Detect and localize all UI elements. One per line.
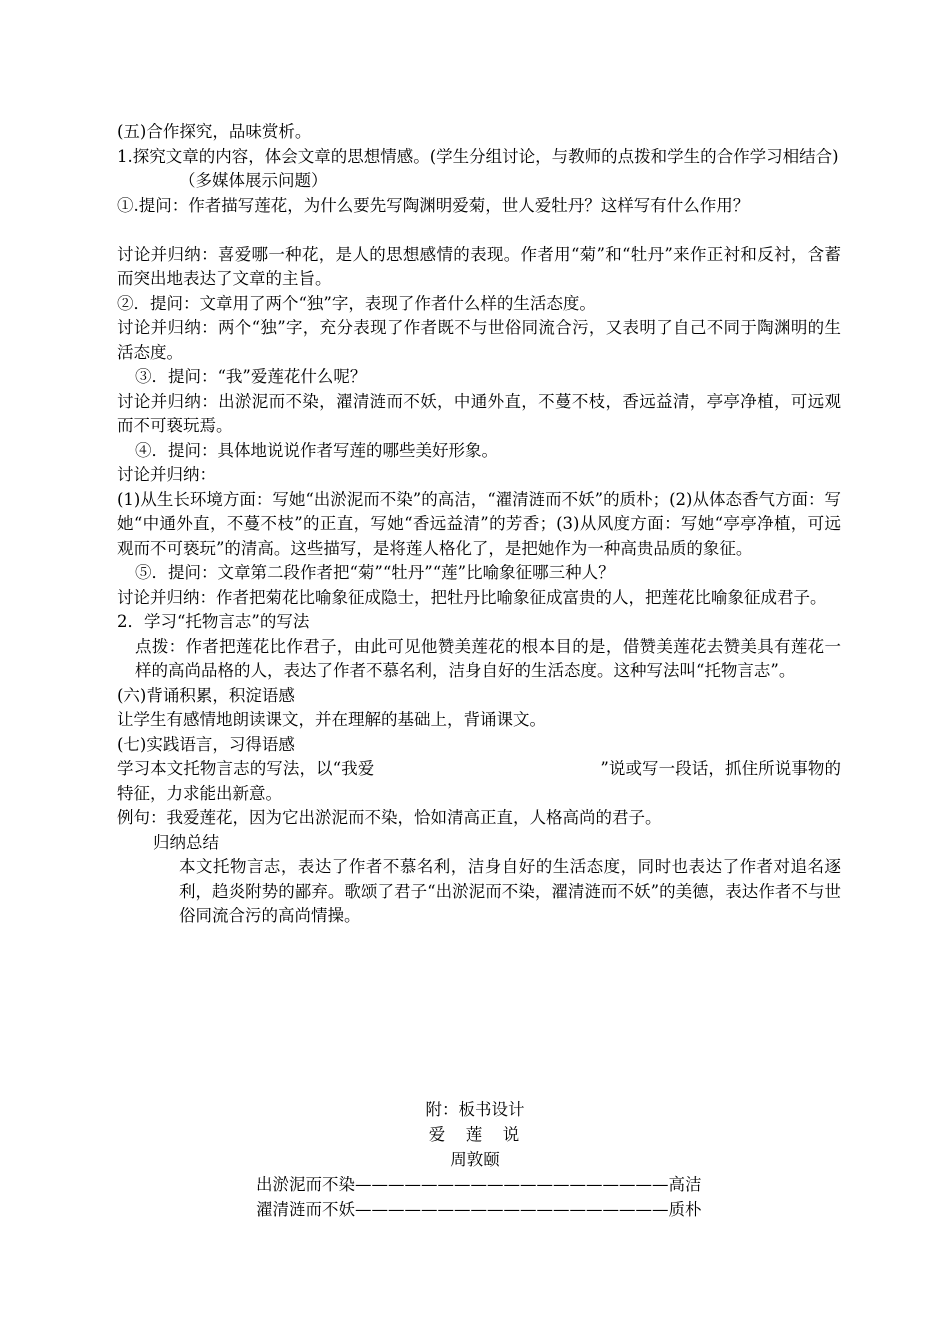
question-3: ③．提问：“我”爱莲花什么呢？ [135,367,367,386]
answer-1: 讨论并归纳：喜爱哪一种花，是人的思想感情的表现。作者用“菊”和“牡丹”来作正衬和反衬，含蓄而突出地表达了文章的主旨。 [117,244,841,288]
section5-item2: 2．学习“托物言志”的写法 [117,612,310,631]
summary-text: 本文托物言志，表达了作者不慕名利，洁身自好的生活态度，同时也表达了作者对追名逐利，趋炎附势的鄙弃。歌颂了君子“出淤泥而不染，濯清涟而不妖”的美德，表达作者不与世俗同流合污的高尚情操。 [179,857,841,925]
blackboard-design [0,1097,950,1222]
lesson-body [117,120,841,929]
answer-4-heading: 讨论并归纳： [117,465,216,484]
board-row-1: 出淤泥而不染———————————————————高洁 [256,1175,702,1194]
media-note: （多媒体展示问题） [179,171,328,190]
board-title: 爱 莲 说 [428,1125,522,1144]
question-5: ⑤．提问：文章第二段作者把“菊”“牡丹”“莲”比喻象征哪三种人？ [135,563,615,582]
section7-text-before: 学习本文托物言志的写法，以“我爱 [117,759,375,778]
answer-5: 讨论并归纳：作者把菊花比喻象征成隐士，把牡丹比喻象征成富贵的人，把莲花比喻象征成君子。 [117,587,827,607]
question-2: ②．提问：文章用了两个“独”字，表现了作者什么样的生活态度。 [117,293,596,313]
summary-heading: 归纳总结 [153,832,219,852]
section7-heading: (七)实践语言，习得语感 [117,734,295,754]
section5-heading: (五)合作探究，品味赏析。 [117,122,312,141]
item2-text: 点拨：作者把莲花比作君子，由此可见他赞美莲花的根本目的是，借赞美莲花去赞美具有莲花一样的高尚品格的人，表达了作者不慕名利，洁身自好的生活态度。这种写法叫“托物言志”。 [135,636,841,680]
section6-heading: (六)背诵积累，积淀语感 [117,685,295,705]
question-4: ④．提问：具体地说说作者写莲的哪些美好形象。 [135,440,498,460]
section6-text: 让学生有感情地朗读课文，并在理解的基础上，背诵课文。 [117,710,546,729]
section7-text [117,757,841,806]
section7-text-after: ”说或写一段话，抓住所说事物的特征，力求能出新意。 [117,759,842,803]
blank-line [117,218,841,243]
board-row-2: 濯清涟而不妖———————————————————质朴 [256,1200,702,1219]
board-author: 周敦颐 [450,1150,500,1169]
answer-2: 讨论并归纳：两个“独”字，充分表现了作者既不与世俗同流合污，又表明了自己不同于陶渊明的生活态度。 [117,318,841,362]
question-1: ①.提问：作者描写莲花，为什么要先写陶渊明爱菊，世人爱牡丹？这样写有什么作用？ [117,195,750,215]
section7-example: 例句：我爱莲花，因为它出淤泥而不染，恰如清高正直，人格高尚的君子。 [117,808,662,827]
section5-item1: 1.探究文章的内容，体会文章的思想情感。(学生分组讨论，与教师的点拨和学生的合作学习相结合) [117,146,839,166]
answer-4: (1)从生长环境方面：写她“出淤泥而不染”的高洁，“濯清涟而不妖”的质朴；(2)从体态香气方面：写她“中通外直，不蔓不枝”的正直，写她“香远益清”的芳香；(3)从风度方面：写她“亭亭净植，可远观而不可亵玩”的清高。这些描写，是将莲人格化了，是把她作为一种高贵品质的象征。 [117,489,841,558]
answer-3: 讨论并归纳：出淤泥而不染，濯清涟而不妖，中通外直，不蔓不枝，香远益清，亭亭净植，可远观而不可亵玩焉。 [117,391,841,435]
board-heading: 附：板书设计 [425,1100,525,1119]
